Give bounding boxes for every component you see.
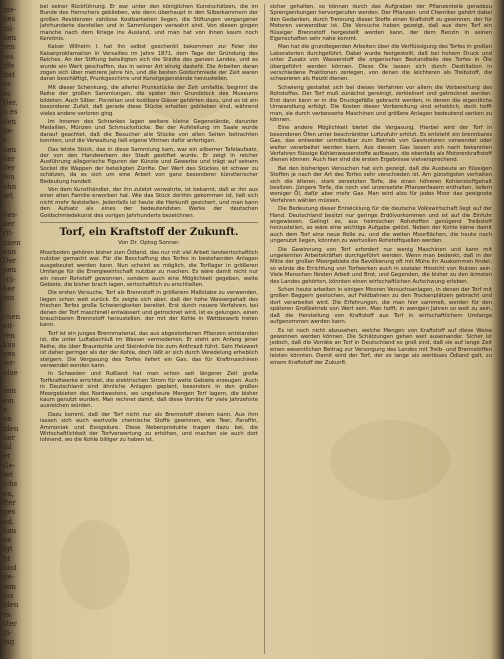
paragraph: Bei den bisherigen Versuchen hat sich gezeigt, daß die Ausbeute an flüssigen Stoffen je nach der Art des Torfes sehr verschieden ist. Am günstigsten verhalten sich die älteren, stark zersetzten Torfe, die einen höheren Kohlenstoffgehalt besitzen. Jüngere Torfe, die noch viel unzersetzte Pflanzenfasern enthalten, liefern weniger Öl, dafür aber mehr Gas. Man wird also für jedes Moor das geeignete Verfahren wählen müssen. bbox=[270, 165, 492, 204]
margin-text-fragment: nnen bbox=[3, 238, 21, 247]
margin-text-fragment: tes bbox=[3, 52, 14, 61]
paragraph: Die Bedeutung dieser Entwicklung für die deutsche Volkswirtschaft liegt auf der Hand. Deutschland besitzt nur geringe Erdölvorkommen und ist auf die Einfuhr angewiesen. Gelingt es, aus heimischen Rohstoffen genügend Treibstoff herzustellen, so wäre eine wichtige Aufgabe gelöst. Neben der Kohle käme damit auch dem Torf eine neue Rolle zu, und die weiten Moorflächen, die heute noch ungenutzt liegen, könnten zu wertvollen Rohstoffquellen werden. bbox=[270, 206, 492, 245]
margin-text-fragment: iden bbox=[3, 601, 19, 610]
margin-text-fragment: er bbox=[3, 452, 11, 461]
margin-text-fragment: der bbox=[3, 164, 15, 173]
margin-text-fragment: ein bbox=[3, 396, 14, 405]
margin-text-fragment: ial bbox=[3, 443, 12, 452]
margin-text-fragment: s bbox=[3, 136, 7, 145]
margin-text-fragment: den bbox=[3, 117, 17, 126]
margin-text-fragment: es bbox=[3, 89, 11, 98]
margin-text-fragment: en bbox=[3, 415, 12, 424]
margin-text-fragment: tal- bbox=[3, 24, 15, 33]
margin-text-fragment: iden bbox=[3, 424, 19, 433]
margin-text-fragment: ge- bbox=[3, 573, 14, 582]
margin-text-fragment: chen bbox=[3, 312, 21, 321]
margin-text-fragment: ster bbox=[3, 619, 17, 628]
paragraph: Moorboden gehören bisher zum Ödland, das nur mit viel Arbeit landwirtschaftlich nutzbar gemacht war. Für die Beschaffung des Torfes in bestehenden Anlagen ausgebeutet werden kann. Nun scheint es möglich, die Torflager in größeren Umfange für die Energiewirtschaft nutzbar zu machen. Es wäre damit nicht nur ein neuer Rohstoff gewonnen, sondern auch eine Möglichkeit gegeben, weite Gebiete, die bisher brach lagen, wirtschaftlich zu erschließen. bbox=[40, 250, 258, 289]
margin-text-fragment: eit- bbox=[3, 322, 15, 331]
margin-text-fragment: Ses- bbox=[3, 210, 18, 219]
article-divider bbox=[40, 222, 258, 223]
previous-page-margin bbox=[0, 0, 32, 659]
right-column bbox=[270, 4, 492, 654]
margin-text-fragment: des bbox=[3, 15, 16, 24]
margin-text-fragment: ing bbox=[3, 638, 15, 647]
margin-text-fragment: ges bbox=[3, 350, 16, 359]
paragraph: Schwierig gestaltet sich bei diesen Verfahren vor allem die Vorbereitung des Rohstoffes. Der Torf muß zunächst gereinigt, zerkleinert und getrocknet werden. Erst dann kann er in die Druckgefäße gebracht werden, in denen die eigentliche Umwandlung erfolgt. Die Kosten dieser Vorbereitung sind erheblich, doch hofft man, sie durch verbesserte Maschinen und größere Anlagen bedeutend senken zu können. bbox=[270, 84, 492, 123]
paragraph: Schon heute arbeiten in einigen Mooren Versuchsanlagen, in denen der Torf mit großen Baggern gestochen, auf Feldbahnen zu den Trockenplätzen gebracht und dort verarbeitet wird. Die Erfahrungen, die man hier sammelt, werden für den späteren Großbetrieb von Wert sein. Man hofft, in wenigen Jahren so weit zu sein, daß die Herstellung von Kraftstoff aus Torf in wirtschaftlichem Umfange aufgenommen werden kann. bbox=[270, 287, 492, 326]
margin-text-fragment: ge- bbox=[3, 126, 14, 135]
margin-text-fragment: ten bbox=[3, 173, 15, 182]
margin-text-fragment: hen bbox=[3, 33, 17, 42]
margin-text-fragment: tet bbox=[3, 471, 13, 479]
margin-text-fragment: her bbox=[3, 285, 15, 293]
margin-text-fragment: ins bbox=[3, 591, 14, 600]
paragraph: Torf ist ein junges Brennmaterial, das aus abgestorbenen Pflanzen entstanden ist, die unter Luftabschluß im Wasser vermoderten. Er steht am Anfang jener Reihe, die über Braunkohle und Steinkohle bis zum Anthrazit führt. Sein Heizwert ist daher geringer als der der Kohle, doch läßt er sich durch Veredelung erheblich steigern. Die Vergasung des Torfes liefert ein Gas, das für Kraftmaschinen verwendet werden kann. bbox=[40, 330, 258, 369]
paragraph: Das letzte Stück, das in diese Sammlung kam, war ein silberner Tafelaufsatz, der von den Handwerkern der Stadt gestiftet wurde. Er zeigt in reicher Ausführung allegorische Figuren der Künste und Gewerbe und trägt auf seinem Sockel die Wappen der beteiligten Zünfte. Der Wert des Stückes ist schwer zu schätzen, da es sich um eine Arbeit von ganz besonderer künstlerischer Bedeutung handelt. bbox=[40, 146, 258, 185]
paragraph: Von dem Kunsthändler, der ihn zuletzt verwahrte, ist bekannt, daß er ihn aus einer alten Familie erworben hat. Wie das Stück dorthin gekommen ist, ließ sich nicht mehr feststellen. Jedenfalls ist heute die Herkunft gesichert, und man kann den Aufsatz als eines der bedeutendsten Werke der deutschen Goldschmiedekunst des vorigen Jahrhunderts bezeichnen. bbox=[40, 186, 258, 219]
margin-text-fragment: itat bbox=[3, 71, 16, 80]
margin-text-fragment: fter bbox=[3, 498, 16, 507]
margin-text-fragment: Der bbox=[3, 257, 17, 266]
column-divider bbox=[264, 4, 265, 654]
margin-text-fragment: u es bbox=[3, 108, 18, 117]
paragraph: Im Inneren des Schrankes lagen weitere kleine Gegenstände, darunter Medaillen, Münzen und Schmuckstücke. Bei der Aufstellung im Saale wurde darauf geachtet, daß die Besucher alle Stücke von allen Seiten betrachten konnten, und die Verwaltung ließ eigene Vitrinen dafür anfertigen. bbox=[40, 118, 258, 145]
paragraph: Kaiser Wilhelm I. hat ihn selbst geschenkt bekommen zur Feier der Kaiserproklamation in Versailles im Jahre 1871, dem Tage der Gründung des Reiches. An der Stiftung beteiligten sich die Städte des ganzen Landes, und es wurde ein Werk geschaffen, das in seiner Art einzig dasteht. Die Arbeiten daran zogen sich über mehrere Jahre hin, und die besten Goldschmiede der Zeit waren daran beschäftigt, Prunkgeschirre und Kunstgegenstände herzustellen. bbox=[40, 44, 258, 83]
margin-text-fragment: ichs bbox=[3, 480, 18, 489]
margin-text-fragment: enn bbox=[3, 247, 17, 256]
margin-text-fragment: es bbox=[3, 80, 11, 89]
margin-text-fragment: en, bbox=[3, 489, 14, 498]
margin-text-fragment: Der, bbox=[3, 99, 18, 107]
paragraph: bei seiner Rückführung. Er war unter den königlichen Kunstschätzen, die im Bunde des Herrschers geblieben, wie denn überhaupt in den Silberkammern der großen Residenzen zahllose Kostbarkeiten liegen, die Stiftungen vergangener Jahrhunderte darstellen und in Sammlungen verwahrt sind. Von diesen gingen manche nach dem Kriege ins Ausland, und man hat von ihnen kaum noch Kenntnis. bbox=[40, 4, 258, 43]
margin-text-fragment: rit- bbox=[3, 229, 14, 238]
margin-text-fragment: on bbox=[3, 536, 12, 545]
paragraph: Man hat die grundlegenden Arbeiten über die Verflüssigung des Torfes in großen Laboratorien durchgeführt. Dabei wurde festgestellt, daß bei hohem Druck und unter Zusatz von Wasserstoff die organischen Bestandteile des Torfes in Öle übergeführt werden können. Diese Öle lassen sich durch Destillation in verschiedene Fraktionen zerlegen, von denen die leichteren als Treibstoff, die schwereren als Heizöl dienen. bbox=[270, 44, 492, 83]
margin-text-fragment: e bbox=[3, 405, 8, 414]
margin-text-fragment: iem bbox=[3, 582, 17, 591]
margin-text-fragment: kus bbox=[3, 340, 16, 349]
margin-text-fragment: ter- bbox=[3, 359, 16, 368]
margin-text-fragment: Ge- bbox=[3, 461, 16, 470]
margin-text-fragment: bt bbox=[3, 554, 11, 563]
paragraph: Die Gewinnung von Torf erfordert nur wenig Maschinen und kann mit ungelernten Arbeitskräften durchgeführt werden. Wenn man bedenkt, daß in der Mitte der großen Moorgebiete die Bevölkerung oft mit Mühe ihr Auskommen findet, so würde die Errichtung von Torfwerken auch in sozialer Hinsicht von Nutzen sein. Viele Menschen fänden Arbeit und Brot, und Gegenden, die bisher zu den ärmsten des Landes gehörten, könnten einen wirtschaftlichen Aufschwung erleben. bbox=[270, 246, 492, 285]
margin-text-fragment: iem bbox=[3, 387, 17, 396]
paragraph: sicher gehalten, so können durch das Aufgraben der Pflanzenteile geradezu Sprengwirkungen hervorgerufen werden. Der Pflanzen- und Chemiker gehört dabei den Gedanken, durch Trennung dieser Stoffe einen Kraftstoff zu gewinnen, der für Motoren verwendbar ist. Die Versuche haben gezeigt, daß aus dem Torf ein flüssiger Brennstoff hergestellt werden kann, der dem Benzin in seinen Eigenschaften sehr nahe kommt. bbox=[270, 4, 492, 43]
margin-text-fragment: iffe bbox=[3, 61, 15, 70]
article-body bbox=[40, 250, 258, 444]
paragraph: In Schweden und Rußland hat man schon seit längerer Zeit große Torfkraftwerke errichtet, die elektrischen Strom für weite Gebiete erzeugen. Auch in Deutschland sind ähnliche Anlagen geplant, besonders in den großen Moorgebieten des Nordwestens, wo ungeheure Mengen Torf lagern, die bisher kaum genutzt wurden. Man rechnet damit, daß diese Vorräte für viele Jahrzehnte ausreichen würden. bbox=[40, 371, 258, 410]
margin-text-fragment: ine- bbox=[3, 6, 17, 14]
paragraph: Es ist noch nicht abzusehen, welche Mengen von Kraftstoff auf diese Weise gewonnen werden können. Die Schätzungen gehen weit auseinander. Sicher ist jedoch, daß die Vorräte an Torf in Deutschland so groß sind, daß sie auf lange Zeit einen wesentlichen Beitrag zur Versorgung des Landes mit Treib- und Brennstoffen leisten könnten. Damit wird der Torf, der so lange als wertloses Ödland galt, zu einem Kraftstoff der Zukunft. bbox=[270, 327, 492, 366]
margin-text-fragment: ohn bbox=[3, 182, 17, 191]
margin-text-fragment: ren bbox=[3, 331, 15, 340]
margin-text-fragment: ber bbox=[3, 219, 15, 228]
margin-text-fragment: hau bbox=[3, 526, 17, 535]
left-column bbox=[40, 4, 258, 654]
margin-text-fragment: pen bbox=[3, 266, 17, 275]
article-headline: Torf, ein Kraftstoff der Zukunft. bbox=[59, 227, 239, 238]
margin-text-fragment: in- bbox=[3, 629, 13, 638]
paragraph: Die ersten Versuche, Torf als Brennstoff in größerem Maßstabe zu verwenden, liegen schon weit zurück. Es zeigte sich aber, daß der hohe Wassergehalt des frischen Torfes große Schwierigkeiten bereitet. Erst durch neuere Verfahren, bei denen der Torf maschinell entwässert und getrocknet wird, ist es gelungen, einen brauchbaren Brennstoff herzustellen, der mit der Kohle in Wettbewerb treten kann. bbox=[40, 290, 258, 329]
margin-text-fragment: rifi- bbox=[3, 275, 16, 284]
article-byline: Von Dr. Optog Sonner. bbox=[118, 240, 180, 246]
right-column-text bbox=[270, 4, 492, 366]
margin-text-fragment: ner bbox=[3, 433, 15, 442]
margin-text-fragment: inn bbox=[3, 294, 15, 303]
margin-text-fragment: und bbox=[3, 564, 17, 572]
margin-text-fragment: ren bbox=[3, 43, 15, 52]
left-column-top-text bbox=[40, 4, 258, 219]
margin-text-fragment: ges bbox=[3, 508, 16, 517]
margin-text-fragment: ner bbox=[3, 154, 15, 163]
margin-text-fragment: tet bbox=[3, 192, 13, 200]
margin-text-fragment: igt bbox=[3, 545, 13, 554]
margin-text-fragment: es bbox=[3, 610, 11, 619]
paragraph: Dazu kommt, daß der Torf nicht nur als Brennstoff dienen kann. Aus ihm lassen sich auch wertvolle chemische Stoffe gewinnen, wie Teer, Paraffin, Ammoniak und Essigsäure. Diese Nebenprodukte tragen dazu bei, die Wirtschaftlichkeit der Torfverwertung zu erhöhen, und machen sie auch dort lohnend, wo die Kohle billiger zu haben ist. bbox=[40, 411, 258, 444]
paragraph: Mit dieser Schenkung, die allerlei Prunkstücke der Zeit umfaßte, beginnt die Reihe der großen Sammlungen, die später den Grundstock des Museums bildeten. Auch Silber, Porzellan und kostbare Gläser gehörten dazu, und es ist ein besonderer Zufall, daß gerade diese Stücke erhalten geblieben sind, während vieles andere verloren ging. bbox=[40, 84, 258, 117]
newspaper-page bbox=[40, 4, 494, 654]
margin-text-fragment: nd, bbox=[3, 517, 15, 526]
margin-text-fragment: olae bbox=[3, 368, 18, 377]
margin-text-fragment: nen bbox=[3, 145, 17, 154]
paragraph: Eine andere Möglichkeit bietet die Vergasung. Hierbei wird der Torf in besonderen Öfen unter beschränkter Luftzufuhr erhitzt. Es entsteht ein brennbares Gas, das entweder unmittelbar zum Betrieb von Gasmotoren verwendet oder weiter verarbeitet werden kann. Aus diesem Gas lassen sich nach bekannten Verfahren flüssige Kohlenwasserstoffe aufbauen, die ebenfalls als Motorenkraftstoff dienen können. Auch hier sind die ersten Ergebnisse vielversprechend. bbox=[270, 125, 492, 164]
